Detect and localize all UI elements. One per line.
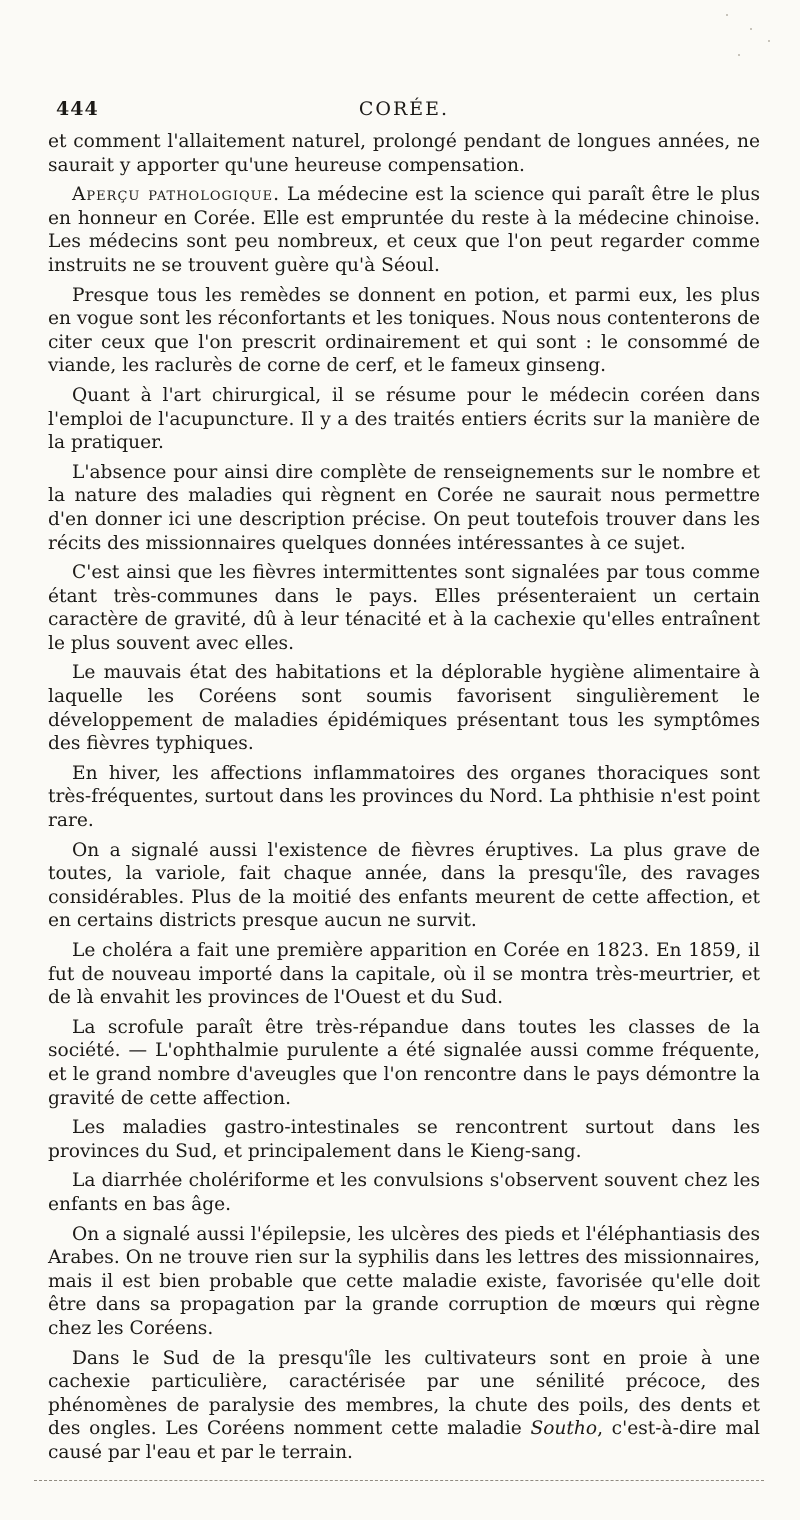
paragraph: Presque tous les remèdes se donnent en potion, et parmi eux, les plus en vogue sont les réconfortants et les toniques. Nous nous contenterons de citer ceux que l'on prescrit ordinairement et qui sont : le consommé de viande, les raclurès de corne de cerf, et le fameux ginseng. (48, 284, 760, 377)
section-heading: Aperçu pathologique. (72, 184, 281, 206)
paragraph: Les maladies gastro-intestinales se rencontrent surtout dans les provinces du Sud, et principalement dans le Kieng-sang. (48, 1117, 760, 1162)
paragraph-last (48, 1347, 760, 1465)
paragraph: En hiver, les affections inflammatoires des organes thoraciques sont très-fréquentes, surtout dans les provinces du Nord. La phthisie n'est point rare. (48, 762, 760, 832)
page-header (48, 92, 760, 126)
bottom-rule (34, 1480, 764, 1481)
paragraph: C'est ainsi que les fièvres intermittentes sont signalées par tous comme étant très-communes dans le pays. Elles présenteraient un certain caractère de gravité, dû à leur ténacité et à la cachexie qu'elles entraînent le plus souvent avec elles. (48, 562, 760, 654)
paragraph: et comment l'allaitement naturel, prolongé pendant de longues années, ne saurait y apporter qu'une heureuse compensation. (48, 131, 760, 176)
paragraph: Le choléra a fait une première apparition en Corée en 1823. En 1859, il fut de nouveau importé dans la capitale, où il se montra très-meurtrier, et de là envahit les provinces de l'Ouest et du Sud. (48, 940, 760, 1009)
paragraph-text: Dans le Sud de la presqu'île les cultivateurs sont en proie à une cachexie particulière, caractérisée par une sénilité précoce, des phénomènes de paralysie des membres, la chute des poils, des dents et des ongles. Les Coréens nomment cette maladie (48, 1347, 760, 1440)
paragraph: On a signalé aussi l'existence de fièvres éruptives. La plus grave de toutes, la variole, fait chaque année, dans la presqu'île, des ravages considérables. Plus de la moitié des enfants meurent de cette affection, et en certains districts presque aucun ne survit. (48, 839, 760, 932)
paragraph: Le mauvais état des habitations et la déplorable hygiène alimentaire à laquelle les Coréens sont soumis favorisent singulièrement le développement de maladies épidémiques présentant tous les symptômes des fièvres typhiques. (48, 662, 760, 755)
paper-specks (720, 10, 780, 70)
running-title: CORÉE. (358, 98, 450, 120)
paragraph-text: , c'est-à-dire mal causé par l'eau et par le terrain. (48, 1418, 760, 1463)
page-number: 444 (56, 98, 99, 120)
disease-term: Southo (530, 1418, 598, 1440)
paragraph: La scrofule paraît être très-répandue dans toutes les classes de la société. — L'ophthalmie purulente a été signalée aussi comme fréquente, et le grand nombre d'aveugles que l'on rencontre dans le pays démontre la gravité de cette affection. (48, 1016, 760, 1109)
paragraph: Quant à l'art chirurgical, il se résume pour le médecin coréen dans l'emploi de l'acupuncture. Il y a des traités entiers écrits sur la manière de la pratiquer. (48, 384, 760, 454)
paragraph: La diarrhée cholériforme et les convulsions s'observent souvent chez les enfants en bas âge. (48, 1170, 760, 1215)
body-text (48, 130, 760, 1464)
paragraph-with-heading (48, 183, 760, 277)
paragraph: On a signalé aussi l'épilepsie, les ulcères des pieds et l'éléphantiasis des Arabes. On ne trouve rien sur la syphilis dans les lettres des missionnaires, mais il est bien probable que cette maladie existe, favorisée qu'elle doit être dans sa propagation par la grande corruption de mœurs qui règne chez les Coréens. (48, 1223, 760, 1339)
paragraph-text: La médecine est la science qui paraît être le plus en honneur en Corée. Elle est empruntée du reste à la médecine chinoise. Les médecins sont peu nombreux, et ceux que l'on peut regarder comme instruits ne se trouvent guère qu'à Séoul. (48, 184, 760, 276)
paragraph: L'absence pour ainsi dire complète de renseignements sur le nombre et la nature des maladies qui règnent en Corée ne saurait nous permettre d'en donner ici une description précise. On peut toutefois trouver dans les récits des missionnaires quelques données intéressantes à ce sujet. (48, 461, 760, 554)
book-page (48, 92, 760, 1470)
